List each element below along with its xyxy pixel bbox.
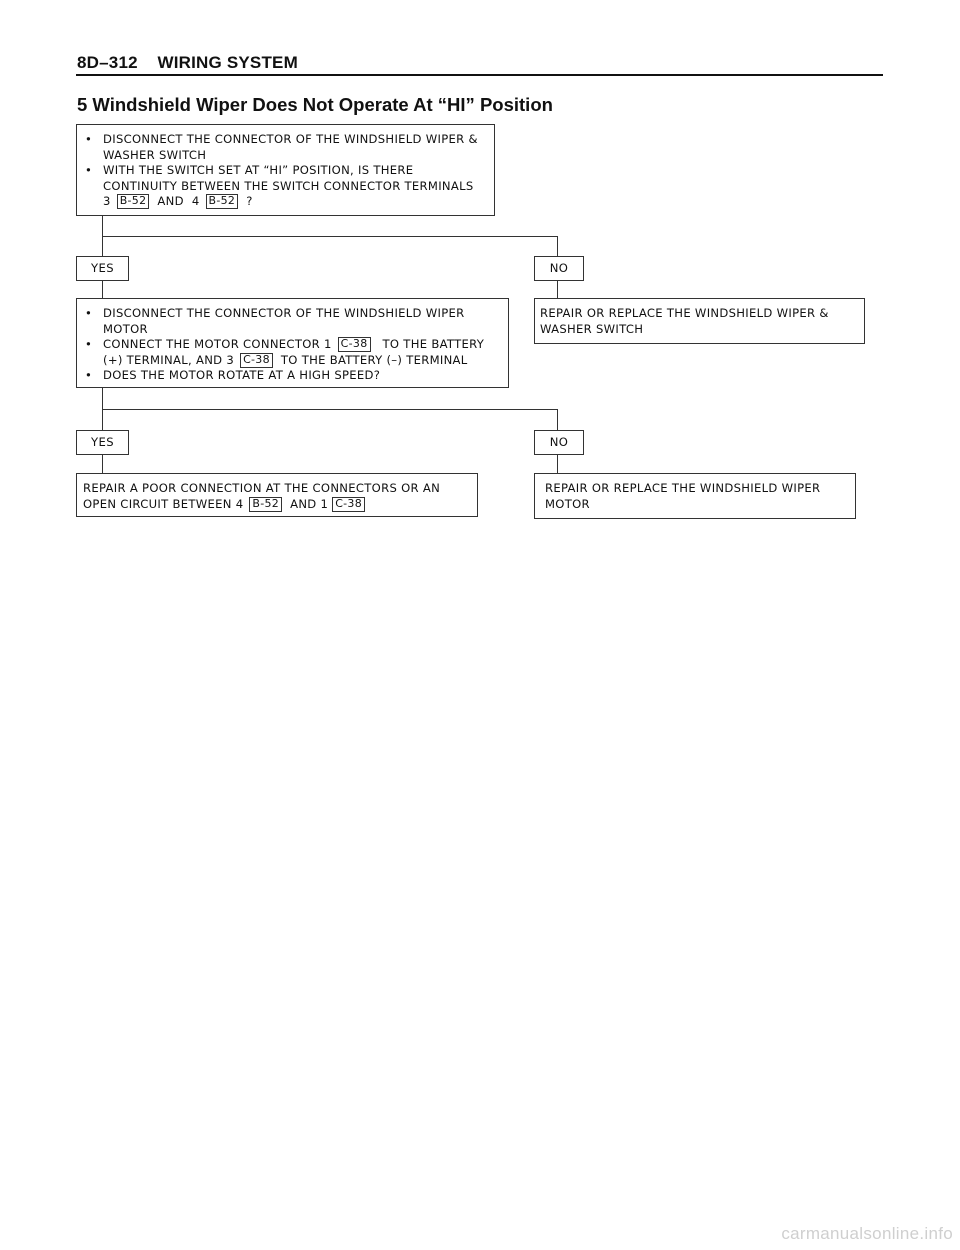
no1-result-line-1: REPAIR OR REPLACE THE WINDSHIELD WIPER & bbox=[540, 306, 829, 320]
step1-line-1: • DISCONNECT THE CONNECTOR OF THE WINDSHIELD WIPER & bbox=[85, 132, 478, 146]
bullet: • bbox=[85, 132, 93, 146]
connector-line bbox=[557, 455, 558, 473]
no2-result-line-2: MOTOR bbox=[545, 496, 590, 511]
header-rule bbox=[76, 74, 883, 76]
connector-tag: C-38 bbox=[332, 497, 365, 512]
connector-tag: C-38 bbox=[240, 353, 273, 368]
step2-question-box bbox=[76, 298, 509, 388]
connector-tag: B-52 bbox=[249, 497, 282, 512]
bullet: • bbox=[85, 306, 93, 320]
step1-line-2: WASHER SWITCH bbox=[103, 147, 207, 162]
step2-line-2: MOTOR bbox=[103, 321, 148, 336]
connector-line bbox=[102, 281, 103, 298]
step2-line-4: (+) TERMINAL, AND 3 C-38 TO THE BATTERY (–) TERMINAL bbox=[103, 352, 468, 367]
step1-question-box bbox=[76, 124, 495, 216]
section-number: 8D–312 bbox=[77, 53, 138, 72]
yes2-result-line-2: OPEN CIRCUIT BETWEEN 4 B-52 AND 1 C-38 bbox=[83, 497, 471, 513]
yes2-result-line-1: REPAIR A POOR CONNECTION AT THE CONNECTORS OR AN bbox=[83, 481, 441, 495]
step2-line-5: • DOES THE MOTOR ROTATE AT A HIGH SPEED? bbox=[85, 368, 381, 382]
bullet: • bbox=[85, 337, 93, 351]
bullet: • bbox=[85, 163, 93, 177]
no2-result-line-1: REPAIR OR REPLACE THE WINDSHIELD WIPER bbox=[545, 481, 821, 495]
page-header bbox=[77, 53, 298, 73]
step2-line-1: • DISCONNECT THE CONNECTOR OF THE WINDSHIELD WIPER bbox=[85, 306, 465, 320]
no2-result-box bbox=[534, 473, 856, 519]
connector-line bbox=[557, 409, 558, 430]
connector-tag: B-52 bbox=[117, 194, 150, 209]
page-title: 5 Windshield Wiper Does Not Operate At “HI” Position bbox=[77, 94, 553, 115]
connector-tag: B-52 bbox=[206, 194, 239, 209]
step1-line-5: 3 B-52 AND 4 B-52 ? bbox=[103, 194, 253, 208]
section-title: WIRING SYSTEM bbox=[157, 53, 298, 72]
connector-tag: C-38 bbox=[338, 337, 371, 352]
no-label-2: NO bbox=[534, 430, 584, 455]
yes-label-1: YES bbox=[76, 256, 129, 281]
yes2-result-box bbox=[76, 473, 478, 517]
no-label-1: NO bbox=[534, 256, 584, 281]
connector-line bbox=[557, 281, 558, 298]
connector-line bbox=[102, 455, 103, 473]
connector-line bbox=[102, 236, 557, 237]
connector-line bbox=[557, 236, 558, 256]
no1-result-line-2: WASHER SWITCH bbox=[540, 321, 644, 336]
bullet: • bbox=[85, 368, 93, 382]
watermark: carmanualsonline.info bbox=[781, 1224, 953, 1243]
step1-line-4: CONTINUITY BETWEEN THE SWITCH CONNECTOR TERMINALS bbox=[103, 178, 474, 193]
connector-line bbox=[102, 409, 557, 410]
yes-label-2: YES bbox=[76, 430, 129, 455]
no1-result-box bbox=[534, 298, 865, 344]
step1-line-3: • WITH THE SWITCH SET AT “HI” POSITION, IS THERE bbox=[85, 163, 414, 177]
step2-line-3: • CONNECT THE MOTOR CONNECTOR 1 C-38 TO THE BATTERY bbox=[85, 337, 485, 351]
